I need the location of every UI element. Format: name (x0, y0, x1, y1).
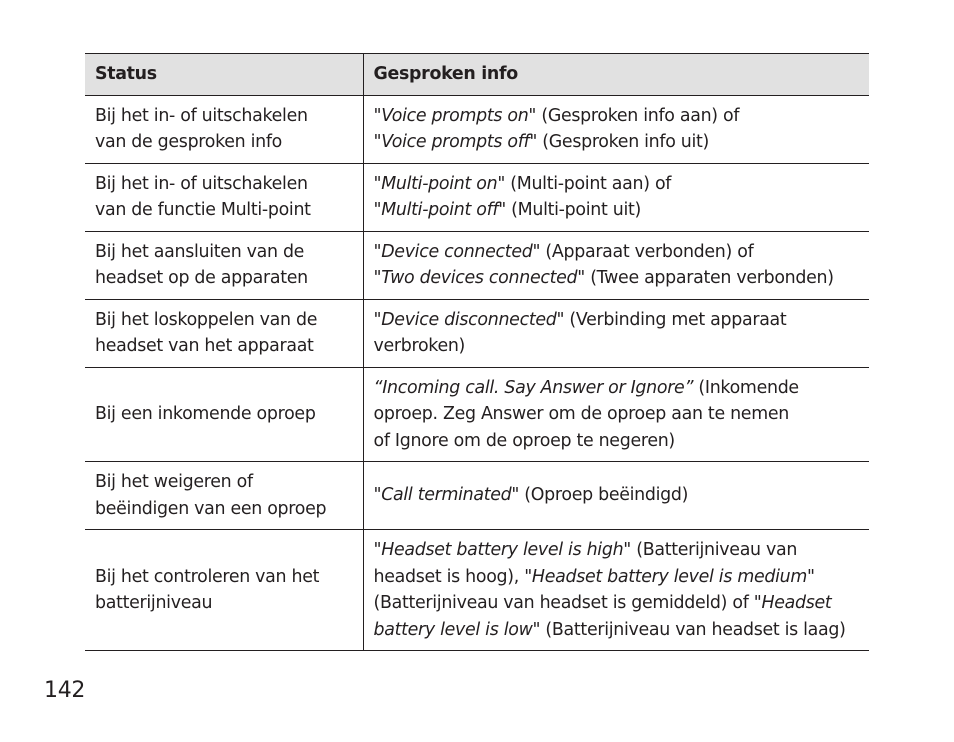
page-number: 142 (44, 678, 86, 703)
table-header-row (85, 54, 869, 96)
spoken-info-cell (363, 462, 869, 530)
table-row (85, 299, 869, 367)
voice-prompt-text: "Multi-point off" (373, 200, 506, 220)
spoken-info-line (374, 307, 864, 334)
status-cell (85, 231, 363, 299)
status-text-line: Bij het aansluiten van de (95, 241, 305, 262)
table-row (85, 462, 869, 530)
translation-text: (Oproep beëindigd) (519, 485, 689, 506)
table-row (85, 530, 869, 651)
status-text-line: headset van het apparaat (95, 336, 314, 356)
header-status: Status (85, 54, 363, 96)
status-text-line: batterijniveau (95, 593, 213, 613)
status-cell (85, 462, 363, 530)
translation-text: of Ignore om de oproep te negeren) (373, 430, 675, 451)
spoken-info-line (374, 590, 864, 617)
spoken-info-line (374, 428, 864, 455)
spoken-info-cell (363, 231, 869, 299)
spoken-info-line (374, 129, 864, 156)
status-cell (85, 530, 363, 651)
status-cell (85, 299, 363, 367)
voice-prompt-text: "Headset (753, 593, 832, 613)
spoken-info-line (374, 482, 864, 509)
status-text-line: van de functie Multi-point (95, 200, 311, 220)
table-row (85, 367, 869, 462)
status-cell (85, 367, 363, 462)
voice-prompt-text: "Voice prompts off" (373, 132, 538, 152)
spoken-info-line (374, 197, 864, 224)
table-row (85, 231, 869, 299)
spoken-info-line (374, 265, 864, 292)
voice-prompt-text: battery level is low" (373, 619, 541, 640)
voice-prompt-text: "Headset battery level is medium" (524, 566, 815, 587)
voice-prompt-text: "Two devices connected" (373, 268, 585, 288)
spoken-info-cell (363, 163, 869, 231)
translation-text: headset is hoog), (373, 566, 525, 587)
header-spoken-info: Gesproken info (363, 54, 869, 96)
translation-text: (Batterijniveau van headset is laag) (540, 619, 846, 640)
table-row (85, 95, 869, 163)
spoken-info-line (374, 171, 864, 198)
status-cell (85, 163, 363, 231)
status-text-line: Bij het weigeren of (95, 472, 253, 492)
voice-prompt-text: “Incoming call. Say Answer or Ignore” (373, 377, 694, 398)
translation-text: (Gesproken info aan) of (536, 105, 740, 126)
status-text-line: van de gesproken info (95, 132, 283, 152)
status-text-line: Bij een inkomende oproep (95, 404, 316, 424)
table-row (85, 163, 869, 231)
status-text-line: headset op de apparaten (95, 268, 308, 288)
spoken-info-cell (363, 299, 869, 367)
voice-prompt-text: "Device disconnected" (373, 309, 565, 330)
voice-prompt-text: "Multi-point on" (373, 173, 506, 194)
spoken-info-line (374, 617, 864, 644)
translation-text: (Verbinding met apparaat (564, 309, 787, 330)
spoken-info-cell (363, 530, 869, 651)
status-text-line: beëindigen van een oproep (95, 498, 327, 519)
spoken-info-cell (363, 367, 869, 462)
status-text-line: Bij het loskoppelen van de (95, 309, 318, 330)
translation-text: (Batterijniveau van (631, 540, 798, 560)
spoken-info-line (374, 401, 864, 428)
status-text-line: Bij het in- of uitschakelen (95, 105, 308, 126)
voice-prompt-text: "Call terminated" (373, 485, 520, 506)
translation-text: verbroken) (373, 336, 466, 356)
translation-text: (Twee apparaten verbonden) (584, 268, 834, 288)
translation-text: (Multi-point aan) of (505, 173, 672, 194)
voice-prompt-text: "Headset battery level is high" (373, 540, 631, 560)
spoken-info-line (374, 537, 864, 564)
translation-text: (Inkomende (693, 377, 799, 398)
spoken-info-line (374, 103, 864, 130)
spoken-info-cell (363, 95, 869, 163)
voice-prompts-table (85, 53, 869, 651)
status-text-line: Bij het controleren van het (95, 566, 320, 587)
voice-prompt-text: "Voice prompts on" (373, 105, 537, 126)
spoken-info-line (374, 564, 864, 591)
status-cell (85, 95, 363, 163)
translation-text: (Apparaat verbonden) of (540, 241, 754, 262)
translation-text: (Batterijniveau van headset is gemiddeld) of (373, 593, 754, 613)
translation-text: (Multi-point uit) (505, 200, 641, 220)
status-text-line: Bij het in- of uitschakelen (95, 173, 308, 194)
spoken-info-line (374, 375, 864, 402)
spoken-info-line (374, 239, 864, 266)
spoken-info-line (374, 333, 864, 360)
voice-prompt-text: "Device connected" (373, 241, 541, 262)
translation-text: (Gesproken info uit) (537, 132, 710, 152)
translation-text: oproep. Zeg Answer om de oproep aan te nemen (373, 404, 789, 424)
